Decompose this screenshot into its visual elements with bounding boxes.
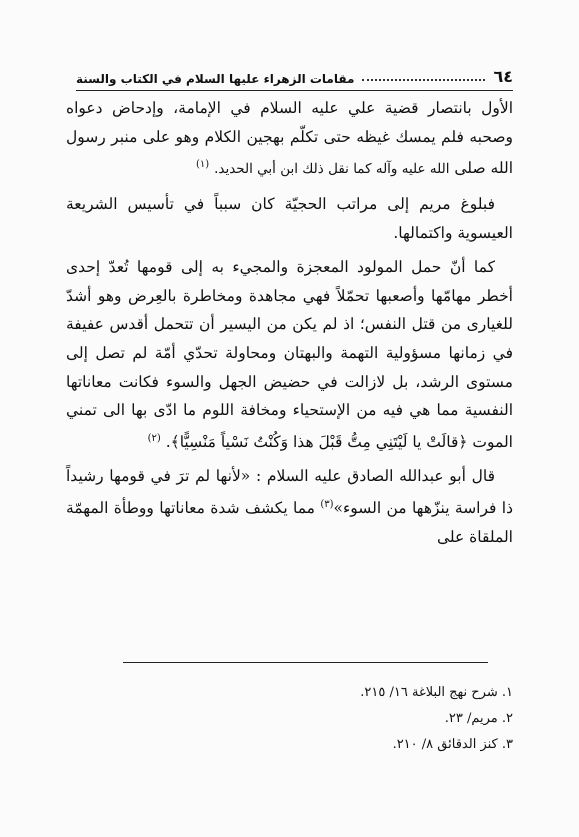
paragraph-2: فبلوغ مريم إلى مراتب الحجيّة كان سبباً في تأسيس الشريعة العيسوية واكتمالها. [66, 194, 513, 242]
footnote-1: ١. شرح نهج البلاغة ١٦/ ٢١٥. [360, 685, 513, 700]
running-title: مقامات الزهراء عليها السلام في الكتاب والسنة [76, 72, 355, 86]
paragraph-4-text: مما يكشف شدة معاناتها ووطأة المهمّة الملقاة على [66, 499, 513, 546]
footnote-ref-2: (٢) [147, 432, 161, 444]
paragraph-1-text: الأول بانتصار قضية علي عليه السلام في الإمامة، وإدحاض دعواه وصحبه فلم يمسك غيظه حتى تكلّم بهجين الكلام وهو على منبر رسول الله صلى [66, 99, 513, 178]
running-header [76, 64, 513, 91]
footnote-3: ٣. كنز الدقائق ٨/ ٢١٠. [392, 737, 513, 752]
page-number: ٦٤ [493, 67, 513, 86]
page-body [66, 94, 513, 557]
paragraph-3-text: كما أنّ حمل المولود المعجزة والمجيء به إلى قومها تُعدّ إحدى أخطر مهامّها وأصعبها تحمّلاً فهي مجاهدة ومخاطرة بالعِرض وهو أشدّ للغيارى من قتل النفس؛ اذ لم يكن من اليسير أن تتحمل أقدس عفيفة في زمانها مسؤولية التهمة والبهتان ومحاولة تحدّي أمّة لم تصل إلى مستوى الرشد، بل لازالت في حضيض الجهل والسوء فكانت معاناتها النفسية مما هي فيه من الإستحياء ومخافة اللوم ما ادّى بها الى تمني الموت ﴿قالَتْ يا لَيْتَنِي مِتُّ قَبْلَ هذا وَكُنْتُ نَسْياً مَنْسِيًّا﴾. [66, 258, 513, 451]
paragraph-1-tail: الله عليه وآله كما نقل ذلك ابن أبي الحديد. [214, 161, 450, 178]
footnote-separator [123, 662, 488, 663]
header-dotted-leader [362, 79, 485, 81]
footnote-2: ٢. مريم/ ٢٣. [444, 711, 513, 726]
paragraph-1 [66, 94, 513, 184]
footnote-ref-1: (١) [195, 159, 210, 171]
paragraph-4-quote: قال أبو عبدالله الصادق عليه السلام : «لأنها لم ترَ في قومها رشيداً ذا فراسة ينزّهها من السوء» [66, 467, 514, 518]
footnote-ref-3: (٣) [320, 499, 334, 511]
paragraph-3 [66, 253, 513, 456]
paragraph-4 [66, 462, 513, 551]
footnotes [100, 680, 513, 758]
